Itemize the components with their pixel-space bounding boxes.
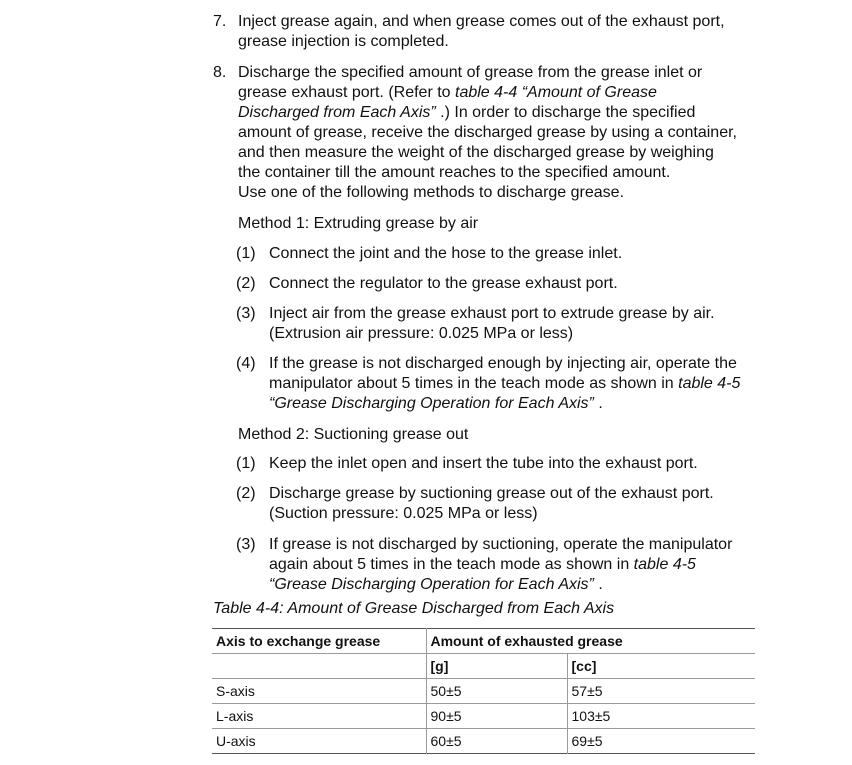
substep-text: (Extrusion air pressure: 0.025 MPa or less)	[269, 325, 574, 342]
column-header-amount: Amount of exhausted grease	[426, 629, 755, 654]
substep-text-plain: .	[593, 395, 603, 412]
step-text: the container till the amount reaches to the specified amount.	[238, 164, 671, 181]
table-row	[212, 679, 755, 704]
substep-number: (3)	[236, 305, 256, 322]
substep-number: (2)	[236, 275, 256, 292]
step-number: 8.	[213, 64, 227, 81]
grams-cell: 50±5	[426, 679, 567, 704]
axis-cell: L-axis	[216, 708, 254, 724]
cc-cell: 103±5	[567, 704, 755, 729]
step-text: grease injection is completed.	[238, 33, 449, 50]
method-heading: Method 2: Suctioning grease out	[238, 426, 469, 443]
substep-text	[269, 374, 740, 394]
step-text	[238, 103, 695, 123]
substep-number: (4)	[236, 355, 256, 372]
substep-text: If grease is not discharged by suctioning, operate the manipulator	[269, 536, 733, 553]
substep-text: Discharge grease by suctioning grease out of the exhaust port.	[269, 485, 714, 502]
table-row	[212, 729, 755, 754]
substep-number: (1)	[236, 455, 256, 472]
table-reference: table 4-5	[678, 375, 741, 392]
table-row	[212, 704, 755, 729]
substep-text-plain: manipulator about 5 times in the teach mode as shown in	[269, 375, 679, 392]
step-text: Use one of the following methods to discharge grease.	[238, 184, 625, 201]
substep-text: Keep the inlet open and insert the tube into the exhaust port.	[269, 455, 698, 472]
substep-number: (2)	[236, 485, 256, 502]
substep-text: Inject air from the grease exhaust port to extrude grease by air.	[269, 305, 715, 322]
substep-text: If the grease is not discharged enough by injecting air, operate the	[269, 355, 737, 372]
method-heading: Method 1: Extruding grease by air	[238, 215, 479, 232]
table-caption: Table 4-4: Amount of Grease Discharged from Each Axis	[213, 600, 615, 617]
table-reference: table 4-4 “Amount of Grease	[455, 84, 657, 101]
table-reference: “Grease Discharging Operation for Each Axis”	[269, 395, 594, 412]
grams-cell: 90±5	[426, 704, 567, 729]
substep-text	[269, 575, 603, 595]
table-reference: table 4-5	[633, 556, 696, 573]
table-unit-row	[212, 654, 755, 679]
step-number: 7.	[213, 13, 227, 30]
table-reference: “Grease Discharging Operation for Each Axis”	[269, 576, 594, 593]
unit-grams: [g]	[426, 654, 567, 679]
step-text: amount of grease, receive the discharged grease by using a container,	[238, 124, 737, 141]
cc-cell: 69±5	[567, 729, 755, 754]
substep-number: (3)	[236, 536, 256, 553]
axis-cell: S-axis	[216, 683, 255, 699]
table-reference: Discharged from Each Axis”	[238, 104, 436, 121]
table-cell-empty	[212, 654, 426, 679]
cc-cell: 57±5	[567, 679, 755, 704]
step-text-plain: .) In order to discharge the specified	[435, 104, 696, 121]
step-text: and then measure the weight of the discharged grease by weighing	[238, 144, 714, 161]
step-text-plain: grease exhaust port. (Refer to	[238, 84, 455, 101]
substep-text: Connect the joint and the hose to the grease inlet.	[269, 245, 623, 262]
table-header-row	[212, 629, 755, 654]
axis-cell: U-axis	[216, 733, 256, 749]
grams-cell: 60±5	[426, 729, 567, 754]
substep-text	[269, 394, 603, 414]
column-header-axis: Axis to exchange grease	[216, 633, 381, 649]
step-text: Discharge the specified amount of grease from the grease inlet or	[238, 64, 703, 81]
substep-text: (Suction pressure: 0.025 MPa or less)	[269, 505, 538, 522]
grease-amount-table	[212, 628, 755, 754]
unit-cc: [cc]	[567, 654, 755, 679]
substep-text: Connect the regulator to the grease exhaust port.	[269, 275, 618, 292]
substep-number: (1)	[236, 245, 256, 262]
step-text: Inject grease again, and when grease comes out of the exhaust port,	[238, 13, 725, 30]
substep-text	[269, 555, 696, 575]
substep-text-plain: .	[593, 576, 603, 593]
step-text	[238, 83, 657, 103]
substep-text-plain: again about 5 times in the teach mode as shown in	[269, 556, 634, 573]
